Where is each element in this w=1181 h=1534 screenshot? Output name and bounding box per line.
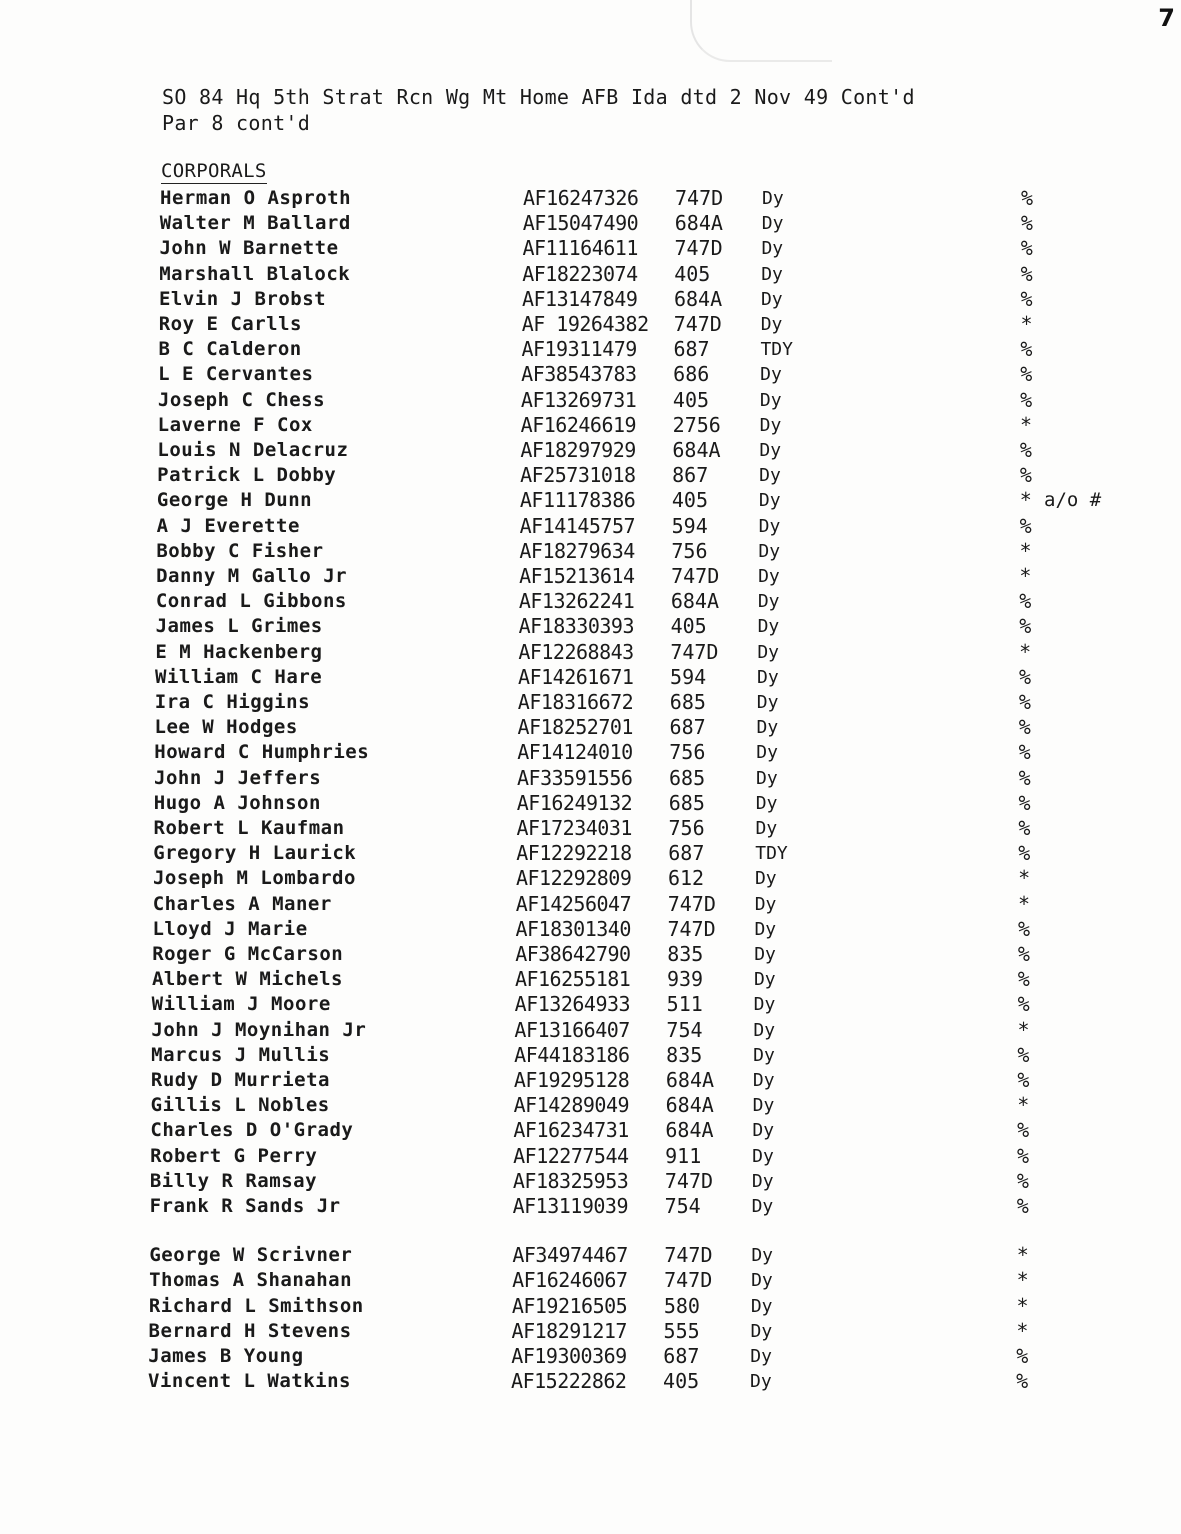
row-name: Roger G McCarson — [152, 943, 344, 965]
row-unit: 686 — [673, 362, 710, 387]
row-status: Dy — [750, 1371, 772, 1393]
table-row — [0, 1093, 1181, 1118]
row-name: Elvin J Brobst — [158, 287, 327, 310]
table-row — [0, 1243, 1181, 1268]
table-row — [0, 1344, 1181, 1369]
row-mark: * — [1017, 1093, 1030, 1118]
row-serial: AF12268843 — [518, 639, 634, 664]
row-status: Dy — [752, 1120, 775, 1142]
table-row — [0, 816, 1181, 841]
row-unit: 747D — [664, 1243, 713, 1268]
row-status: Dy — [751, 1196, 774, 1217]
row-mark: % — [1018, 841, 1031, 866]
row-mark: * — [1016, 1293, 1029, 1318]
row-name: Lee W Hodges — [154, 716, 298, 739]
row-mark: % — [1020, 337, 1033, 362]
table-row — [0, 1194, 1181, 1219]
row-unit: 612 — [667, 866, 705, 891]
row-unit: 756 — [668, 816, 705, 840]
row-mark: * — [1019, 538, 1032, 563]
row-unit: 747D — [667, 916, 716, 941]
row-status: Dy — [754, 918, 777, 940]
table-row — [0, 287, 1181, 312]
row-serial: AF18325953 — [512, 1168, 629, 1193]
row-unit: 747D — [671, 564, 720, 588]
row-status: Dy — [756, 742, 778, 764]
row-serial: AF15213614 — [519, 564, 635, 588]
row-serial: AF18301340 — [515, 916, 631, 941]
row-unit: 687 — [668, 841, 705, 866]
row-serial: AF16234731 — [513, 1118, 629, 1143]
table-row — [0, 1319, 1181, 1344]
row-status: Dy — [753, 1019, 776, 1041]
table-row — [0, 539, 1181, 564]
row-serial: AF38543783 — [521, 362, 637, 387]
row-status: Dy — [758, 540, 781, 562]
row-name: Joseph M Lombardo — [152, 867, 356, 890]
row-status: Dy — [753, 1044, 775, 1066]
row-mark: % — [1017, 1143, 1030, 1168]
row-unit: 594 — [670, 664, 707, 689]
row-name: B C Calderon — [158, 338, 302, 361]
table-row — [0, 640, 1181, 665]
row-name: Gillis L Nobles — [150, 1094, 330, 1117]
row-name: Frank R Sands Jr — [149, 1195, 341, 1217]
row-mark: % — [1018, 715, 1031, 740]
row-status: Dy — [752, 1070, 775, 1091]
row-mark: % — [1017, 992, 1030, 1017]
row-status: Dy — [760, 364, 782, 386]
row-unit: 756 — [669, 740, 706, 765]
row-serial: AF16246067 — [512, 1268, 628, 1293]
row-serial: AF16255181 — [514, 967, 631, 992]
row-mark: * — [1019, 639, 1032, 664]
row-name: L E Cervantes — [158, 363, 314, 386]
section-title: CORPORALS — [161, 160, 267, 182]
row-status: Dy — [759, 414, 782, 436]
row-unit: 835 — [666, 1042, 703, 1067]
table-row — [0, 942, 1181, 967]
row-mark: % — [1018, 740, 1031, 765]
row-unit: 685 — [669, 765, 706, 790]
row-status: Dy — [752, 1145, 774, 1167]
row-mark: * — [1016, 1243, 1029, 1268]
row-name: Walter M Ballard — [159, 212, 351, 235]
row-mark: % — [1019, 438, 1032, 462]
table-row — [0, 1144, 1181, 1169]
row-status: TDY — [755, 843, 788, 865]
row-unit: 405 — [663, 1369, 700, 1394]
row-mark: % — [1018, 816, 1031, 840]
row-name: Bobby C Fisher — [156, 539, 324, 562]
row-mark: % — [1019, 589, 1032, 614]
table-row — [0, 1169, 1181, 1194]
row-serial: AF18291217 — [511, 1318, 627, 1343]
table-row — [0, 766, 1181, 791]
row-unit: 835 — [667, 942, 704, 966]
row-mark: % — [1020, 362, 1033, 387]
row-unit: 687 — [669, 715, 706, 740]
row-name: John W Barnette — [159, 237, 339, 260]
table-row — [0, 665, 1181, 690]
row-serial: AF13147849 — [521, 286, 638, 311]
row-serial: AF19311479 — [521, 337, 637, 362]
row-name: Joseph C Chess — [157, 388, 326, 411]
row-unit: 685 — [669, 690, 706, 714]
row-name: Conrad L Gibbons — [155, 590, 347, 613]
row-serial: AF18252701 — [517, 715, 633, 740]
row-name: Lloyd J Marie — [152, 917, 308, 940]
row-serial: AF19300369 — [511, 1344, 627, 1368]
row-serial: AF44183186 — [514, 1042, 630, 1067]
row-status: Dy — [754, 944, 776, 965]
row-status: Dy — [751, 1170, 774, 1192]
row-unit: 685 — [668, 790, 705, 815]
row-serial: AF14261671 — [518, 664, 634, 689]
table-row — [0, 488, 1181, 513]
row-status: Dy — [750, 1295, 773, 1317]
row-name: Ira C Higgins — [154, 691, 311, 713]
row-serial: AF16249132 — [516, 790, 633, 815]
row-mark: % — [1020, 186, 1034, 210]
row-mark: % — [1018, 790, 1031, 815]
row-name: Vincent L Watkins — [148, 1370, 351, 1393]
row-mark: % — [1018, 765, 1031, 790]
row-serial: AF15047490 — [522, 211, 639, 236]
table-row — [0, 1118, 1181, 1143]
row-unit: 747D — [674, 236, 723, 261]
row-serial: AF18330393 — [518, 614, 634, 639]
table-row — [0, 1068, 1181, 1093]
row-serial: AF19216505 — [511, 1293, 628, 1318]
row-status: Dy — [752, 1095, 775, 1117]
row-serial: AF14289049 — [513, 1093, 630, 1118]
row-serial: AF14145757 — [519, 513, 636, 538]
row-mark: % — [1017, 1118, 1030, 1143]
row-status: Dy — [760, 314, 783, 335]
row-status: Dy — [762, 188, 784, 209]
row-name: Marshall Blalock — [159, 262, 351, 285]
row-name: Danny M Gallo Jr — [156, 565, 348, 587]
row-status: Dy — [753, 969, 776, 991]
row-name: Patrick L Dobby — [157, 464, 337, 487]
row-name: Herman O Asproth — [160, 187, 352, 209]
table-row — [0, 1043, 1181, 1068]
table-row — [0, 1369, 1181, 1394]
row-serial: AF14256047 — [515, 891, 632, 916]
row-serial: AF18316672 — [517, 690, 634, 714]
table-row — [0, 690, 1181, 715]
row-mark: * — [1019, 488, 1032, 513]
row-unit: 405 — [671, 488, 708, 513]
row-unit: 939 — [666, 967, 704, 992]
table-row — [0, 337, 1181, 362]
row-mark: % — [1019, 513, 1032, 538]
row-mark: * — [1016, 1318, 1029, 1343]
table-row — [0, 992, 1181, 1017]
row-mark: * — [1016, 1268, 1029, 1293]
table-row — [0, 413, 1181, 438]
table-row — [0, 614, 1181, 639]
row-status: Dy — [757, 666, 779, 688]
row-unit: 555 — [663, 1318, 700, 1343]
row-mark: % — [1020, 286, 1033, 311]
row-name: John J Jeffers — [154, 766, 322, 789]
row-name: Hugo A Johnson — [153, 791, 321, 814]
row-status: TDY — [760, 339, 793, 361]
row-name: Richard L Smithson — [148, 1294, 364, 1317]
row-mark: * — [1018, 866, 1031, 891]
row-status: Dy — [759, 389, 782, 411]
table-row — [0, 791, 1181, 816]
row-serial: AF34974467 — [512, 1243, 628, 1268]
row-unit: 687 — [673, 337, 710, 362]
table-row — [0, 564, 1181, 589]
row-status: Dy — [751, 1245, 774, 1267]
row-mark: % — [1017, 1042, 1030, 1067]
row-unit: 747D — [673, 312, 722, 336]
row-serial: AF18279634 — [519, 538, 635, 563]
row-status: Dy — [757, 616, 780, 638]
row-unit: 911 — [665, 1143, 702, 1168]
row-status: Dy — [756, 767, 778, 789]
row-unit: 747D — [667, 891, 716, 916]
table-row — [0, 1018, 1181, 1043]
row-status: Dy — [750, 1346, 772, 1367]
table-row — [0, 917, 1181, 942]
row-mark: * — [1019, 564, 1032, 588]
row-serial: AF13166407 — [514, 1017, 630, 1042]
row-name: Robert G Perry — [150, 1144, 318, 1167]
row-status: Dy — [754, 868, 777, 890]
row-mark: % — [1016, 1344, 1029, 1368]
table-row — [0, 715, 1181, 740]
row-status: Dy — [756, 692, 779, 713]
row-status: Dy — [759, 440, 782, 461]
row-unit: 684A — [670, 589, 719, 614]
row-unit: 511 — [666, 992, 703, 1017]
row-note: a/o # — [1044, 489, 1102, 512]
row-name: George H Dunn — [156, 489, 313, 512]
row-mark: % — [1018, 690, 1031, 714]
row-serial: AF16246619 — [520, 412, 637, 437]
row-status: Dy — [758, 490, 781, 512]
row-name: Laverne F Cox — [157, 413, 313, 436]
row-unit: 684A — [665, 1093, 714, 1118]
row-mark: % — [1016, 1168, 1029, 1193]
table-row — [0, 841, 1181, 866]
row-status: Dy — [750, 1320, 773, 1342]
row-serial: AF18223074 — [522, 261, 638, 286]
row-status: Dy — [761, 213, 784, 235]
row-status: Dy — [751, 1270, 773, 1292]
row-status: Dy — [756, 717, 779, 739]
row-name: William J Moore — [151, 993, 331, 1016]
row-name: Marcus J Mullis — [151, 1043, 331, 1066]
row-status: Dy — [759, 465, 781, 487]
row-name: George W Scrivner — [149, 1244, 353, 1267]
row-mark: % — [1020, 261, 1033, 286]
table-row — [0, 388, 1181, 413]
row-mark: % — [1017, 1068, 1030, 1092]
row-status: Dy — [753, 994, 776, 1016]
table-row — [0, 186, 1181, 211]
row-mark: % — [1020, 211, 1033, 236]
row-mark: % — [1020, 236, 1033, 261]
row-unit: 747D — [675, 186, 724, 210]
row-unit: 754 — [664, 1194, 701, 1218]
row-name: James L Grimes — [155, 615, 323, 638]
row-mark: % — [1019, 614, 1032, 639]
row-name: Thomas A Shanahan — [149, 1269, 353, 1292]
row-unit: 867 — [672, 463, 709, 488]
table-row — [0, 514, 1181, 539]
row-name: Albert W Michels — [151, 968, 343, 991]
row-name: Gregory H Laurick — [153, 842, 357, 865]
row-mark: % — [1016, 1194, 1029, 1218]
row-status: Dy — [757, 641, 779, 663]
row-mark: % — [1019, 463, 1032, 488]
row-unit: 405 — [670, 614, 707, 639]
table-row — [0, 866, 1181, 891]
row-serial: AF25731018 — [520, 463, 636, 488]
row-name: Bernard H Stevens — [148, 1319, 352, 1342]
row-mark: * — [1018, 891, 1031, 916]
row-serial: AF33591556 — [517, 765, 633, 790]
row-serial: AF12277544 — [513, 1143, 629, 1168]
row-unit: 756 — [671, 538, 708, 563]
row-status: Dy — [755, 818, 778, 839]
row-serial: AF 19264382 — [521, 312, 649, 336]
table-row — [0, 438, 1181, 463]
row-serial: AF15222862 — [511, 1369, 627, 1394]
table-row — [0, 1294, 1181, 1319]
row-unit: 2756 — [672, 412, 721, 437]
table-row — [0, 211, 1181, 236]
row-serial: AF13262241 — [518, 589, 635, 614]
row-unit: 747D — [670, 639, 719, 664]
row-name: Billy R Ramsay — [149, 1169, 318, 1192]
row-name: A J Everette — [156, 514, 300, 537]
row-status: Dy — [757, 591, 780, 613]
row-status: Dy — [761, 263, 783, 285]
row-mark: % — [1016, 1369, 1029, 1394]
row-unit: 754 — [666, 1017, 703, 1042]
table-row — [0, 312, 1181, 337]
row-unit: 594 — [671, 513, 708, 538]
row-name: Robert L Kaufman — [153, 817, 345, 839]
row-name: Rudy D Murrieta — [150, 1069, 330, 1091]
table-row — [0, 262, 1181, 287]
header-line-2: Par 8 cont'd — [162, 111, 311, 135]
row-serial: AF12292218 — [516, 841, 632, 866]
row-name: E M Hackenberg — [155, 640, 323, 663]
row-serial: AF11164611 — [522, 236, 638, 261]
row-unit: 684A — [674, 211, 723, 236]
table-row — [0, 1268, 1181, 1293]
table-row — [0, 740, 1181, 765]
row-serial: AF14124010 — [517, 740, 633, 765]
row-unit: 747D — [664, 1168, 714, 1193]
row-mark: * — [1017, 1017, 1030, 1042]
table-row — [0, 236, 1181, 261]
row-unit: 405 — [672, 387, 710, 412]
page-number: 7 — [1158, 4, 1175, 32]
row-serial: AF13119039 — [512, 1194, 629, 1218]
row-unit: 687 — [663, 1344, 700, 1368]
table-row — [0, 892, 1181, 917]
row-status: Dy — [758, 566, 780, 587]
row-serial: AF19295128 — [513, 1068, 630, 1092]
row-name: Charles A Maner — [152, 892, 332, 915]
row-name: Charles D O'Grady — [150, 1119, 354, 1142]
row-unit: 684A — [665, 1118, 714, 1143]
row-status: Dy — [754, 893, 777, 915]
row-status: Dy — [755, 792, 778, 814]
row-name: William C Hare — [155, 665, 323, 688]
row-unit: 684A — [665, 1068, 715, 1092]
table-row — [0, 589, 1181, 614]
row-serial: AF13269731 — [520, 387, 637, 412]
row-unit: 747D — [664, 1268, 713, 1293]
row-serial: AF17234031 — [516, 816, 632, 840]
table-row — [0, 362, 1181, 387]
row-serial: AF12292809 — [515, 866, 632, 891]
row-mark: * — [1020, 412, 1033, 437]
row-serial: AF16247326 — [523, 186, 639, 210]
row-mark: * — [1020, 312, 1033, 336]
row-serial: AF18297929 — [520, 438, 636, 462]
row-status: Dy — [758, 515, 781, 537]
row-serial: AF13264933 — [514, 992, 631, 1017]
row-status: Dy — [761, 238, 784, 260]
row-unit: 580 — [663, 1293, 700, 1318]
header-line-1: SO 84 Hq 5th Strat Rcn Wg Mt Home AFB Ida dtd 2 Nov 49 Cont'd — [162, 85, 915, 109]
row-serial: AF11178386 — [519, 488, 636, 513]
row-unit: 405 — [674, 261, 711, 286]
row-mark: % — [1020, 387, 1033, 412]
row-mark: % — [1018, 664, 1032, 689]
row-name: James B Young — [148, 1345, 304, 1367]
row-mark: % — [1017, 916, 1030, 941]
row-mark: % — [1017, 967, 1030, 992]
row-mark: % — [1017, 942, 1030, 966]
row-unit: 684A — [673, 286, 723, 311]
table-row — [0, 463, 1181, 488]
row-name: Louis N Delacruz — [157, 439, 349, 461]
row-unit: 684A — [672, 438, 721, 462]
row-name: Howard C Humphries — [154, 741, 370, 764]
row-serial: AF38642790 — [515, 942, 631, 966]
table-row — [0, 967, 1181, 992]
row-name: John J Moynihan Jr — [151, 1018, 367, 1041]
row-status: Dy — [760, 288, 783, 310]
row-name: Roy E Carlls — [158, 313, 302, 335]
